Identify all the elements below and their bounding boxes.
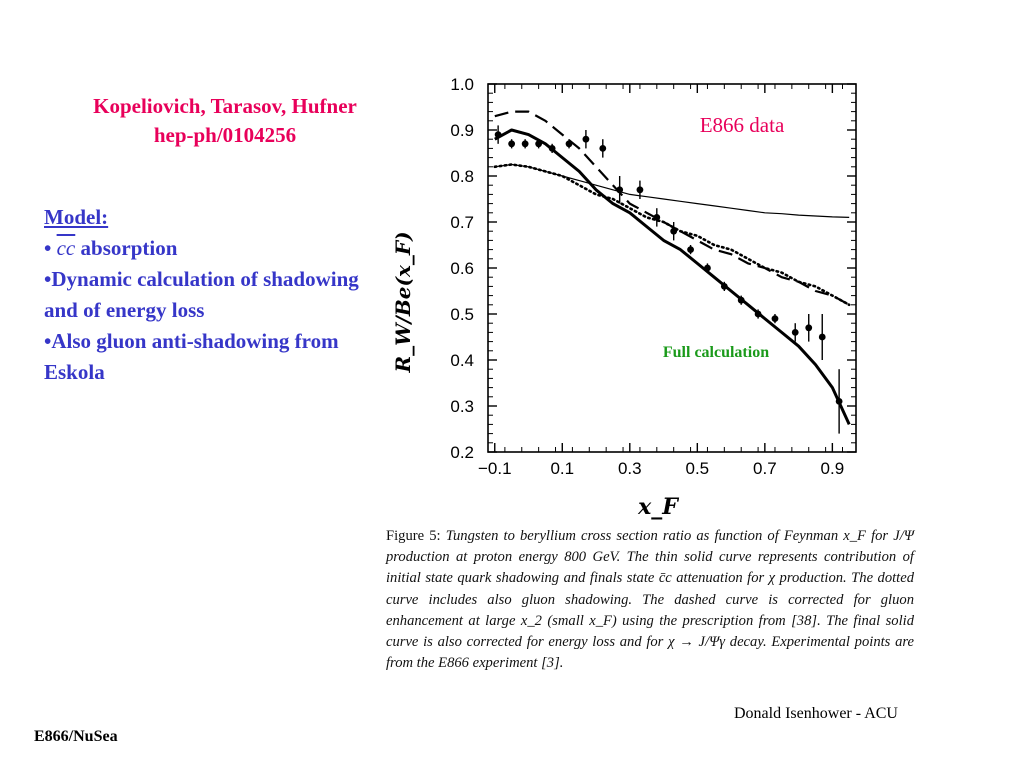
thin-curve	[495, 165, 849, 218]
dashed-curve	[495, 112, 849, 305]
x-tick-label: 0.7	[753, 459, 777, 478]
dotted-curve	[495, 165, 849, 305]
y-tick-label: 1.0	[450, 75, 474, 94]
y-tick-label: 0.4	[450, 351, 474, 370]
e866-data-label: E866 data	[699, 113, 785, 137]
y-axis-label: R_W/Be(x_F)	[391, 231, 415, 373]
y-tick-label: 0.5	[450, 305, 474, 324]
caption-label: Figure 5:	[386, 528, 441, 544]
x-axis-label: x_F	[638, 494, 678, 520]
data-point	[721, 283, 728, 290]
data-point	[670, 228, 677, 235]
y-tick-label: 0.2	[450, 443, 474, 462]
y-tick-label: 0.3	[450, 397, 474, 416]
data-point	[755, 311, 762, 318]
y-tick-label: 0.7	[450, 213, 474, 232]
data-point	[819, 334, 826, 341]
data-point	[508, 140, 515, 147]
full-calculation-label: Full calculation	[662, 344, 770, 361]
x-tick-label: 0.5	[685, 459, 710, 478]
chart-axes	[450, 75, 856, 478]
data-point	[522, 140, 529, 147]
data-point	[549, 145, 556, 152]
model-block	[44, 202, 384, 388]
reference-preprint: hep-ph/0104256	[153, 123, 297, 147]
x-tick-label: 0.1	[550, 459, 575, 478]
data-point	[637, 186, 644, 193]
x-tick-label: 0.9	[820, 459, 845, 478]
bullet-1-prefix: •	[44, 236, 57, 260]
data-point	[566, 140, 573, 147]
model-bullet-3: •Also gluon anti-shadowing from Eskola	[44, 329, 339, 384]
model-bullet-2: •Dynamic calculation of shadowing and of energy loss	[44, 267, 359, 322]
x-tick-label: −0.1	[477, 459, 512, 478]
model-heading: Model:	[44, 205, 109, 229]
data-point	[772, 315, 779, 322]
data-point	[583, 136, 590, 143]
y-tick-label: 0.9	[450, 121, 474, 140]
data-point	[616, 186, 623, 193]
data-point	[535, 140, 542, 147]
data-point	[836, 398, 843, 405]
cc-symbol: $\overline{cc}$	[56, 236, 76, 260]
reference-authors: Kopeliovich, Tarasov, Hufner	[93, 94, 357, 118]
chart-curves	[495, 112, 849, 425]
caption-text: Tungsten to beryllium cross section ratio as function of Feynman x_F for J/Ψ production at proton energy 800 GeV. The thin solid curve represents contribution of initial state quark shadowing and finals state c̄c attenuation for χ production. The dotted curve includes also gluon shadowing. The dashed curve is corrected for gluon enhancement at large x_2 (small x_F) using the prescription from [38]. The final solid curve is also corrected for energy loss and for χ → J/Ψγ decay. Experimental points are from the E866 experiment [3].	[386, 528, 915, 672]
figure-caption	[386, 526, 914, 674]
ratio-chart	[380, 62, 880, 532]
footer-presenter: Donald Isenhower - ACU	[734, 705, 898, 722]
data-point	[687, 246, 694, 253]
full-curve	[495, 130, 849, 424]
bullet-1-text: absorption	[75, 236, 178, 260]
footer-experiment: E866/NuSea	[34, 728, 118, 745]
data-point	[805, 324, 812, 331]
reference-block	[40, 92, 410, 150]
data-point	[792, 329, 799, 336]
x-tick-label: 0.3	[617, 459, 642, 478]
y-tick-label: 0.6	[450, 259, 474, 278]
plot-frame	[488, 84, 856, 452]
data-point	[704, 265, 711, 272]
data-point	[738, 297, 745, 304]
data-point	[653, 214, 660, 221]
data-point	[599, 145, 606, 152]
y-tick-label: 0.8	[450, 167, 474, 186]
model-bullet-1	[44, 233, 384, 264]
data-point	[495, 131, 502, 138]
